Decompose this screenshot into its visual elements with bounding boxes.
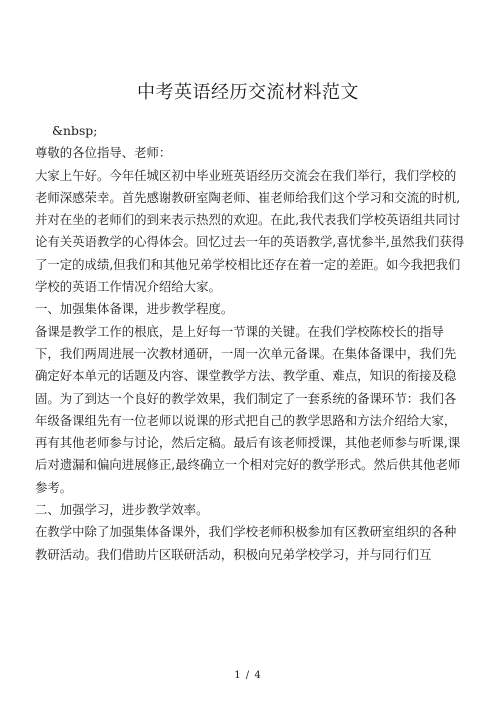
paragraph-section-2: 在教学中除了加强集体备课外，我们学校老师积极参加有区教研室组织的各种教研活动。我们借助片区联研活动，积极向兄弟学校学习，并与同行们互: [35, 524, 457, 562]
paragraph-intro: 大家上午好。今年任城区初中毕业班英语经历交流会在我们举行，我们学校的老师深感荣幸。首先感谢教研室陶老师、崔老师给我们这个学习和交流的时机,并对在坐的老师们的到来表示热烈的欢迎。在此,我代表我们学校英语组共同讨论有关英语教学的心得体会。回忆过去一年的英语教学,喜忧参半,虽然我们获得了一定的成绩,但我们和其他兄弟学校相比还存在着一定的差距。如今我把我们学校的英语工作情况介绍给大家。: [35, 167, 465, 295]
page-number: 1 / 4: [234, 670, 262, 681]
document-body: [35, 120, 465, 566]
paragraph-nbsp: &nbsp;: [52, 123, 98, 138]
section-heading-1: 一、加强集体备课，进步教学程度。: [35, 301, 234, 317]
document-title: 中考英语经历交流材料范文: [137, 82, 359, 103]
section-heading-2: 二、加强学习，进步教学效率。: [35, 502, 209, 518]
paragraph-salutation: 尊敬的各位指导、老师：: [35, 145, 172, 161]
paragraph-section-1: 备课是教学工作的根底，是上好每一节课的关键。在我们学校陈校长的指导下，我们两周进展一次教材通研，一周一次单元备课。在集体备课中，我们先确定好本单元的话题及内容、课堂教学方法、教学重、难点，知识的衔接及稳固。为了到达一个良好的教学效果，我们制定了一套系统的备课环节：我们各年级备课组先有一位老师以说课的形式把自己的教学思路和方法介绍给大家，再有其他老师参与讨论，然后定稿。最后有该老师授课，其他老师参与听课,课后对遗漏和偏向进展修正,最终确立一个相对完好的教学形式。然后供其他老师参考。: [35, 323, 461, 495]
